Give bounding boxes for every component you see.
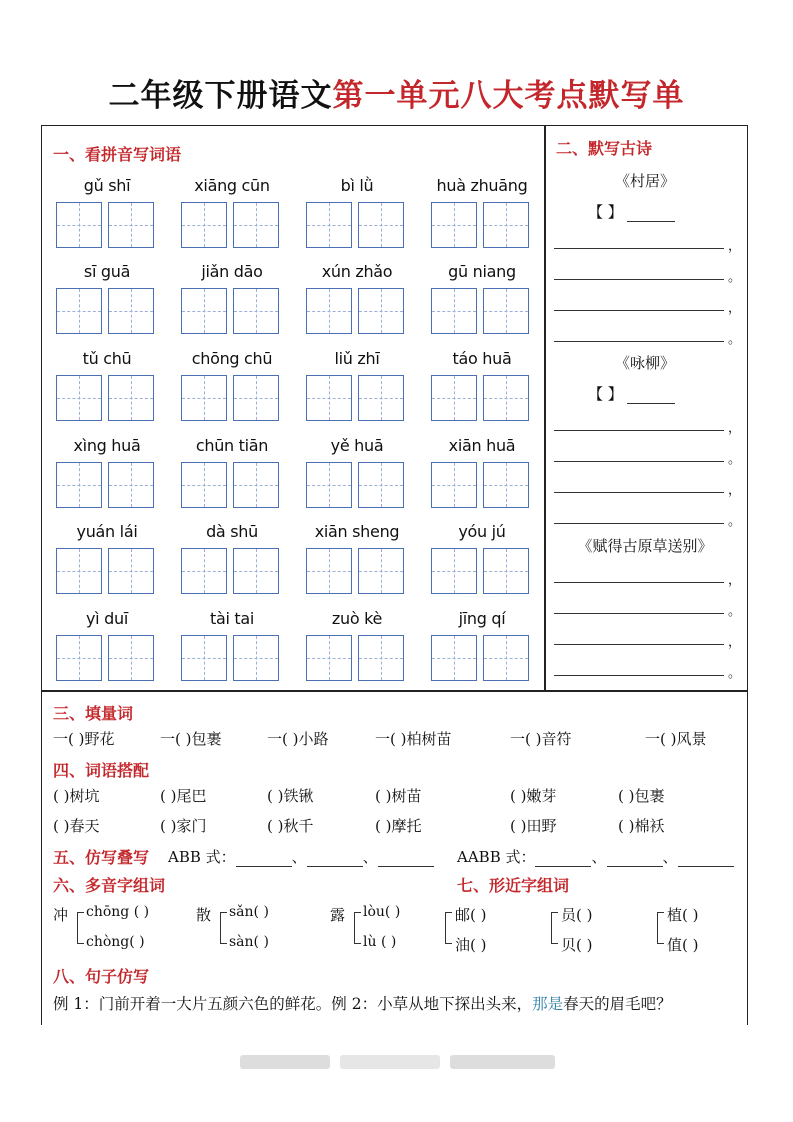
writing-cell[interactable]: [181, 548, 227, 594]
similar-char-item[interactable]: 员( ): [561, 906, 593, 924]
writing-cell[interactable]: [306, 202, 352, 248]
poem-blank-line[interactable]: [554, 628, 724, 645]
abb-blank-1[interactable]: [236, 852, 292, 867]
pinyin-label: yuán lái: [76, 522, 138, 541]
writing-cell[interactable]: [483, 635, 529, 681]
writing-cell[interactable]: [181, 462, 227, 508]
aabb-blank-3[interactable]: [678, 852, 734, 867]
writing-cell[interactable]: [233, 635, 279, 681]
pinyin-label: táo huā: [452, 349, 512, 368]
poem-blank-line[interactable]: [554, 263, 724, 280]
writing-cell[interactable]: [108, 635, 154, 681]
watermark-blur: [450, 1055, 555, 1069]
match-item[interactable]: ( )棉袄: [618, 817, 665, 835]
match-item[interactable]: ( )嫩芽: [510, 787, 557, 805]
comma: ，: [728, 239, 742, 254]
separator: 、: [662, 848, 678, 866]
watermark-blur: [340, 1055, 440, 1069]
writing-cell[interactable]: [108, 548, 154, 594]
writing-cell[interactable]: [431, 635, 477, 681]
period: 。: [728, 452, 742, 467]
writing-cell[interactable]: [56, 548, 102, 594]
watermark-blur: [240, 1055, 330, 1069]
section-sentence-title: 八、句子仿写: [53, 967, 150, 986]
separator: 、: [362, 848, 378, 866]
match-item[interactable]: ( )铁锹: [267, 787, 314, 805]
writing-cell[interactable]: [56, 202, 102, 248]
writing-cell[interactable]: [56, 635, 102, 681]
aabb-line: [457, 846, 734, 867]
writing-cell[interactable]: [108, 375, 154, 421]
section-measure-title: 三、填量词: [53, 704, 134, 723]
writing-cell[interactable]: [358, 375, 404, 421]
measure-word-item[interactable]: 一( )音符: [510, 730, 572, 748]
pinyin-label: yóu jú: [458, 522, 506, 541]
writing-cell[interactable]: [483, 548, 529, 594]
writing-cell[interactable]: [306, 635, 352, 681]
pinyin-label: xiān sheng: [314, 522, 400, 541]
brace-icon: [77, 912, 84, 944]
writing-cell[interactable]: [358, 288, 404, 334]
polyphonic-char: 冲: [53, 906, 69, 924]
comma: ，: [728, 635, 742, 650]
match-item[interactable]: ( )田野: [510, 817, 557, 835]
writing-cell[interactable]: [358, 462, 404, 508]
pinyin-label: sī guā: [83, 262, 131, 281]
brace-icon: [445, 912, 452, 944]
comma: ，: [728, 421, 742, 436]
section-match-title: 四、词语搭配: [53, 761, 150, 780]
match-item[interactable]: ( )树坑: [53, 787, 100, 805]
writing-cell[interactable]: [181, 202, 227, 248]
writing-cell[interactable]: [181, 635, 227, 681]
writing-cell[interactable]: [233, 462, 279, 508]
section-pinyin-title: 一、看拼音写词语: [53, 145, 182, 164]
title-grade: 二年级下册语文: [108, 78, 333, 114]
writing-cell[interactable]: [431, 375, 477, 421]
writing-cell[interactable]: [483, 375, 529, 421]
period: 。: [728, 604, 742, 619]
similar-char-item[interactable]: 邮( ): [455, 906, 487, 924]
poem-blank-line[interactable]: [554, 659, 724, 676]
example-1: 例 1：门前开着一大片五颜六色的鲜花。: [53, 995, 332, 1013]
section-poem-title: 二、默写古诗: [556, 139, 653, 158]
brace-icon: [551, 912, 558, 944]
writing-cell[interactable]: [233, 288, 279, 334]
poem-blank-line[interactable]: [554, 507, 724, 524]
separator: 、: [591, 848, 607, 866]
match-item[interactable]: ( )秋千: [267, 817, 314, 835]
aabb-blank-1[interactable]: [535, 852, 591, 867]
poem-blank-line[interactable]: [554, 294, 724, 311]
aabb-blank-2[interactable]: [607, 852, 663, 867]
poem-author-yongliu: [588, 383, 675, 404]
example-sentences: [53, 992, 672, 1014]
pinyin-label: xiāng cūn: [194, 176, 270, 195]
similar-char-item[interactable]: 值( ): [667, 936, 699, 954]
pinyin-label: gǔ shī: [83, 176, 131, 195]
measure-word-item[interactable]: 一( )包裹: [160, 730, 222, 748]
poem-blank-line[interactable]: [554, 414, 724, 431]
abb-line: [168, 846, 434, 867]
period: 。: [728, 666, 742, 681]
pinyin-label: dà shū: [206, 522, 258, 541]
author-brackets: 【 】: [588, 203, 623, 221]
abb-label: ABB 式：: [168, 848, 236, 866]
match-item[interactable]: ( )尾巴: [160, 787, 207, 805]
measure-word-item[interactable]: 一( )野花: [53, 730, 115, 748]
poem-blank-line[interactable]: [554, 597, 724, 614]
writing-cell[interactable]: [181, 288, 227, 334]
writing-cell[interactable]: [306, 375, 352, 421]
pinyin-label: jīng qí: [458, 609, 506, 628]
polyphonic-item[interactable]: sǎn( ): [229, 904, 269, 920]
writing-cell[interactable]: [431, 462, 477, 508]
poem-blank-line[interactable]: [554, 445, 724, 462]
match-item[interactable]: ( )摩托: [375, 817, 422, 835]
writing-cell[interactable]: [108, 202, 154, 248]
section-polyphonic-title: 六、多音字组词: [53, 876, 166, 895]
author-brackets: 【 】: [588, 385, 623, 403]
title-unit: 第一单元八大考点默写单: [332, 78, 685, 114]
writing-cell[interactable]: [358, 202, 404, 248]
writing-cell[interactable]: [306, 548, 352, 594]
pinyin-label: xún zhǎo: [321, 262, 393, 281]
poem-blank-line[interactable]: [554, 325, 724, 342]
measure-word-item[interactable]: 一( )柏树苗: [375, 730, 452, 748]
pinyin-label: xìng huā: [73, 436, 141, 455]
writing-cell[interactable]: [431, 548, 477, 594]
similar-char-item[interactable]: 植( ): [667, 906, 699, 924]
pinyin-label: huà zhuāng: [436, 176, 528, 195]
pinyin-label: tài tai: [209, 609, 255, 628]
writing-cell[interactable]: [108, 462, 154, 508]
period: 。: [728, 514, 742, 529]
poem-author-cunju: [588, 201, 675, 222]
poem-blank-line[interactable]: [554, 232, 724, 249]
writing-cell[interactable]: [306, 462, 352, 508]
similar-char-item[interactable]: 贝( ): [561, 936, 593, 954]
pinyin-label: jiǎn dāo: [201, 262, 263, 281]
comma: ，: [728, 483, 742, 498]
poem-title-cunju: 《村居》: [614, 172, 675, 190]
period: 。: [728, 270, 742, 285]
poem-blank-line[interactable]: [554, 476, 724, 493]
pinyin-label: yì duī: [86, 609, 128, 628]
polyphonic-char: 露: [330, 906, 346, 924]
pinyin-label: bì lǜ: [340, 176, 374, 195]
pinyin-label: zuò kè: [331, 609, 383, 628]
abb-blank-3[interactable]: [378, 852, 434, 867]
column-divider: [544, 125, 546, 691]
writing-cell[interactable]: [431, 202, 477, 248]
example-2-highlight: 那是: [532, 995, 564, 1013]
polyphonic-item[interactable]: lòu( ): [363, 904, 401, 920]
separator: 、: [291, 848, 307, 866]
author-blank[interactable]: [627, 207, 675, 222]
measure-word-item[interactable]: 一( )小路: [267, 730, 329, 748]
aabb-label: AABB 式：: [457, 848, 536, 866]
polyphonic-item[interactable]: lù ( ): [363, 934, 397, 950]
pinyin-label: liǔ zhī: [334, 349, 380, 368]
match-item[interactable]: ( )树苗: [375, 787, 422, 805]
writing-cell[interactable]: [358, 635, 404, 681]
section-redup-title: 五、仿写叠写: [53, 848, 150, 867]
polyphonic-item[interactable]: chōng ( ): [86, 904, 150, 920]
comma: ，: [728, 301, 742, 316]
poem-title-yongliu: 《咏柳》: [614, 354, 675, 372]
pinyin-label: tǔ chū: [82, 349, 132, 368]
pinyin-label: yě huā: [330, 436, 384, 455]
pinyin-label: gū niang: [448, 262, 516, 281]
pinyin-label: xiān huā: [448, 436, 516, 455]
similar-char-item[interactable]: 油( ): [455, 936, 487, 954]
section-divider: [41, 690, 748, 692]
brace-icon: [354, 912, 361, 944]
polyphonic-item[interactable]: chòng( ): [86, 934, 145, 950]
page-title: [0, 70, 793, 115]
writing-cell[interactable]: [483, 288, 529, 334]
polyphonic-char: 散: [196, 906, 212, 924]
writing-cell[interactable]: [56, 375, 102, 421]
brace-icon: [657, 912, 664, 944]
writing-cell[interactable]: [233, 548, 279, 594]
writing-cell[interactable]: [431, 288, 477, 334]
measure-word-item[interactable]: 一( )风景: [645, 730, 707, 748]
writing-cell[interactable]: [483, 202, 529, 248]
poem-blank-line[interactable]: [554, 566, 724, 583]
writing-cell[interactable]: [233, 375, 279, 421]
brace-icon: [220, 912, 227, 944]
match-item[interactable]: ( )包裹: [618, 787, 665, 805]
abb-blank-2[interactable]: [307, 852, 363, 867]
polyphonic-item[interactable]: sàn( ): [229, 934, 269, 950]
writing-cell[interactable]: [56, 288, 102, 334]
writing-cell[interactable]: [181, 375, 227, 421]
pinyin-label: chūn tiān: [195, 436, 269, 455]
writing-cell[interactable]: [233, 202, 279, 248]
writing-cell[interactable]: [306, 288, 352, 334]
example-2-end: 春天的眉毛吧？: [563, 995, 672, 1013]
period: 。: [728, 332, 742, 347]
writing-cell[interactable]: [483, 462, 529, 508]
pinyin-label: chōng chū: [191, 349, 273, 368]
comma: ，: [728, 573, 742, 588]
writing-cell[interactable]: [108, 288, 154, 334]
match-item[interactable]: ( )家门: [160, 817, 207, 835]
match-item[interactable]: ( )春天: [53, 817, 100, 835]
section-similar-title: 七、形近字组词: [457, 876, 570, 895]
example-2: 例 2：小草从地下探出头来，: [331, 995, 533, 1013]
author-blank[interactable]: [627, 389, 675, 404]
writing-cell[interactable]: [56, 462, 102, 508]
writing-cell[interactable]: [358, 548, 404, 594]
poem-title-fude: 《赋得古原草送别》: [577, 537, 713, 555]
